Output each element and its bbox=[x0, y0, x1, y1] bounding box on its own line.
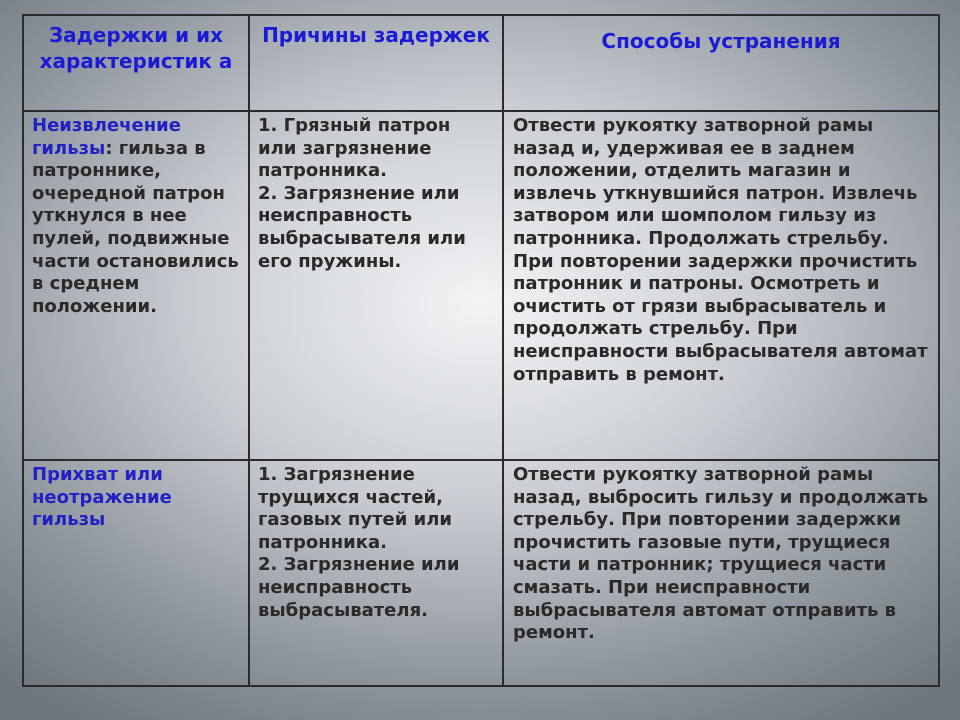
cause-item: 2. Загрязнение или неисправность выбрасывателя. bbox=[258, 554, 460, 621]
cause-list bbox=[250, 461, 502, 622]
header-delays: Задержки и их характеристик а bbox=[39, 23, 233, 73]
header-cell-delays bbox=[23, 15, 249, 111]
cause-list bbox=[250, 112, 502, 273]
header-cell-causes bbox=[249, 15, 503, 111]
table-row bbox=[23, 111, 939, 460]
delay-description bbox=[24, 461, 248, 532]
delay-term: Прихват или неотражение гильзы bbox=[32, 464, 172, 531]
cause-cell bbox=[249, 111, 503, 460]
delay-detail: : гильза в патроннике, очередной патрон уткнулся в нее пулей, подвижные части остановились в среднем положении. bbox=[32, 137, 239, 317]
delay-term: Неизвлечение гильзы bbox=[32, 115, 181, 159]
header-remedies: Способы устранения bbox=[601, 29, 841, 53]
header-cell-remedies bbox=[503, 15, 939, 111]
cause-cell bbox=[249, 460, 503, 686]
cause-item: 1. Грязный патрон или загрязнение патронника. bbox=[258, 115, 451, 182]
delay-description bbox=[24, 112, 248, 318]
remedy-cell bbox=[503, 111, 939, 460]
remedy-text: Отвести рукоятку затворной рамы назад, выбросить гильзу и продолжать стрельбу. При повторении задержки прочистить газовые пути, трущиеся части и патронник; трущиеся части смазать. При неисправности выбрасывателя автомат отправить в ремонт. bbox=[513, 464, 929, 644]
table-header-row bbox=[23, 15, 939, 111]
delay-cell bbox=[23, 460, 249, 686]
delay-cell bbox=[23, 111, 249, 460]
remedy-text: Отвести рукоятку затворной рамы назад и, удерживая ее в заднем положении, отделить магазин и извлечь уткнувшийся патрон. Извлечь затвором или шомполом гильзу из патронника. Продолжать стрельбу. При повторении задержки прочистить патронник и патроны. Осмотреть и очистить от грязи выбрасыватель и продолжать стрельбу. При неисправности выбрасывателя автомат отправить в ремонт. bbox=[513, 115, 928, 385]
remedy-cell bbox=[503, 460, 939, 686]
delays-table bbox=[22, 14, 940, 687]
cause-item: 2. Загрязнение или неисправность выбрасывателя или его пружины. bbox=[258, 182, 466, 272]
header-causes: Причины задержек bbox=[262, 23, 490, 47]
cause-item: 1. Загрязнение трущихся частей, газовых путей или патронника. bbox=[258, 464, 453, 553]
table-row bbox=[23, 460, 939, 686]
